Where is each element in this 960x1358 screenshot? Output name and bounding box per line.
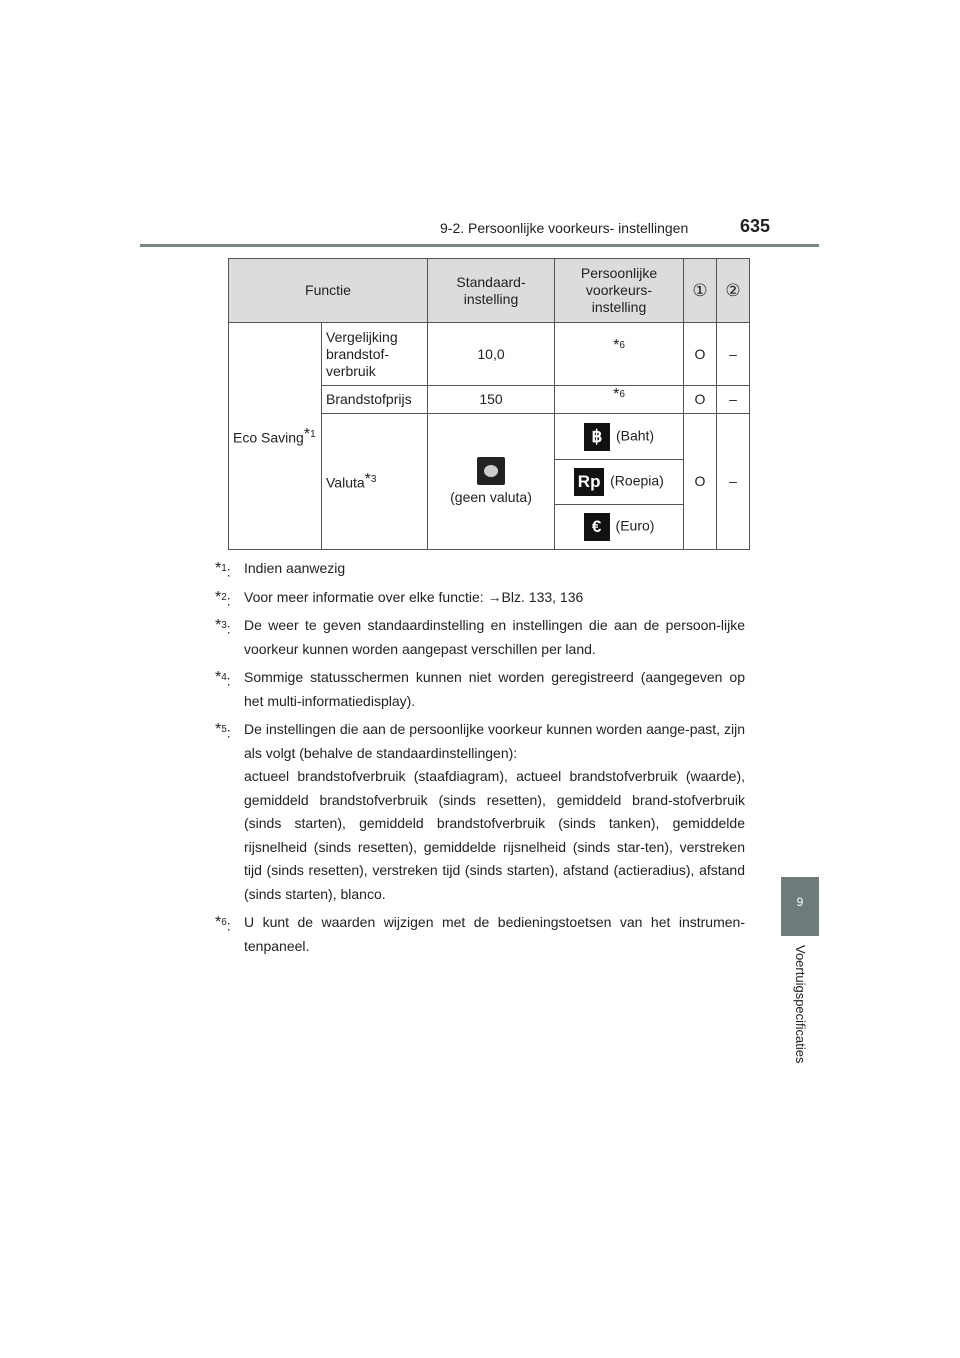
row-c2: –: [717, 386, 750, 414]
row-c1: O: [684, 414, 717, 550]
option-euro: € (Euro): [555, 505, 684, 550]
row-default: (geen valuta): [428, 414, 555, 550]
no-currency-icon: [477, 457, 505, 485]
footnote: *$^6$: U kunt de waarden wijzigen met de bedieningstoetsen van het instrumen-tenpaneel.: [215, 914, 745, 954]
header-standaard: Standaard-instelling: [428, 259, 555, 323]
row-custom: *$^6$: [555, 386, 684, 414]
section-title: 9-2. Persoonlijke voorkeurs- instellingen: [440, 220, 689, 236]
row-c1: O: [684, 386, 717, 414]
chapter-tab[interactable]: 9: [781, 877, 819, 936]
group-label: Eco Saving: [233, 429, 304, 446]
group-note: 1: [310, 428, 316, 440]
table-row: [229, 323, 750, 386]
row-name: Valuta$^{*3}$: [322, 414, 428, 550]
row-name: Vergelijking brandstof-verbruik: [322, 323, 428, 386]
option-baht: ฿ (Baht): [555, 414, 684, 460]
option-roepia: Rp (Roepia): [555, 460, 684, 505]
header-persoonlijk: Persoonlijke voorkeurs-instelling: [555, 259, 684, 323]
row-c2: –: [717, 414, 750, 550]
header-functie: Functie: [229, 259, 428, 323]
footnote: *$^4$: Sommige statusschermen kunnen niet worden geregistreerd (aangegeven op het multi-informatiedisplay).: [215, 669, 745, 709]
settings-table: [228, 258, 750, 550]
header-col1: ①: [684, 259, 717, 323]
footnote: *$^1$: Indien aanwezig: [215, 560, 346, 580]
group-cell: Eco Saving$^{*1}$: [229, 323, 322, 550]
chapter-label: Voertuigspecificaties: [793, 945, 808, 1064]
footnote: *$^2$: Voor meer informatie over elke functie: →Blz. 133, 136: [215, 588, 584, 609]
header-divider: [140, 244, 819, 247]
row-c2: –: [717, 323, 750, 386]
euro-icon: €: [584, 513, 610, 541]
baht-icon: ฿: [584, 423, 610, 451]
row-default: 150: [428, 386, 555, 414]
footnote: *$^5$: De instellingen die aan de persoonlijke voorkeur kunnen worden aange-past, zijn als volgt (behalve de standaardinstellingen): actueel brandstofverbruik (staafdiagram), actueel brandstofverbruik (waarde), gemiddeld brandstofverbruik (sinds resetten), gemiddeld brand-stofverbruik (sinds starten), gemiddeld brandstofverbruik (sinds tanken), gemiddelde rijsnelheid (sinds resetten), gemiddelde rijsnelheid (sinds star-ten), verstreken tijd (sinds resetten), verstreken tijd (sinds starten), afstand (actieradius), afstand (sinds starten), blanco.: [215, 721, 745, 902]
footnote: *$^3$: De weer te geven standaardinstelling en instellingen die aan de persoon-lijke voorkeur kunnen worden aangepast verschillen per land.: [215, 617, 745, 657]
rupiah-icon: Rp: [574, 468, 604, 496]
row-c1: O: [684, 323, 717, 386]
row-default: 10,0: [428, 323, 555, 386]
header-col2: ②: [717, 259, 750, 323]
page-number: 635: [740, 216, 771, 236]
row-name: Brandstofprijs: [322, 386, 428, 414]
row-custom: *$^6$: [555, 323, 684, 386]
footnotes: [215, 557, 745, 963]
